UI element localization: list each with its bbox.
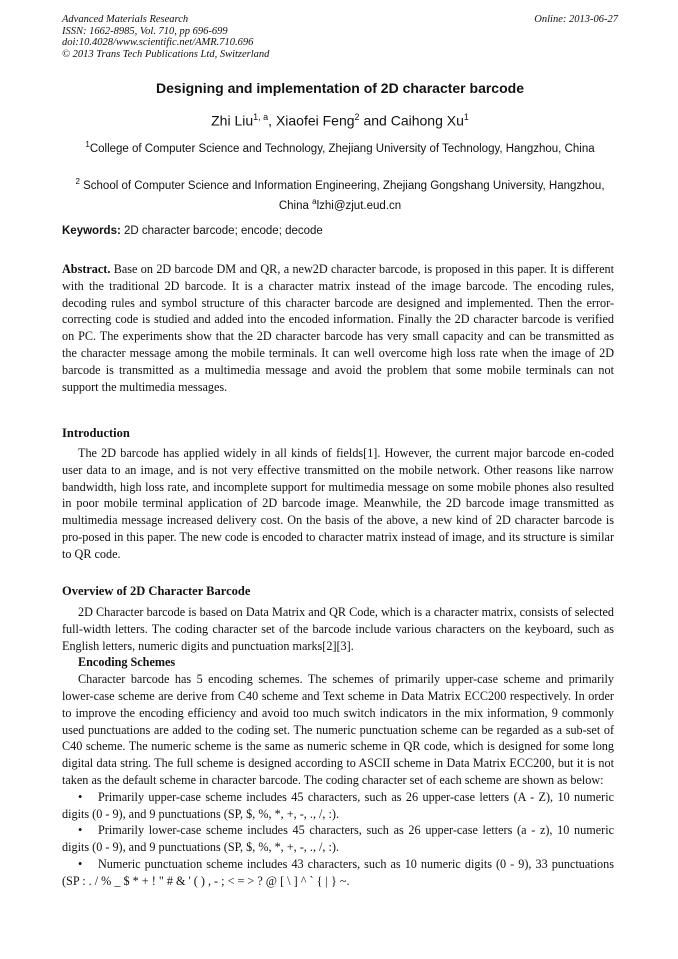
bullet-icon: •: [78, 856, 83, 871]
journal-header: [62, 14, 618, 60]
introduction-block: [62, 445, 614, 563]
author-name: Xiaofei Feng: [275, 112, 355, 129]
author-separator: ,: [268, 112, 276, 129]
overview-block: [62, 604, 614, 890]
list-item: [62, 789, 614, 823]
keywords-line: [62, 225, 618, 237]
journal-name: Advanced Materials Research: [62, 14, 189, 25]
keywords-label: Keywords:: [62, 225, 121, 237]
bullet-icon: •: [78, 823, 83, 838]
abstract-text: Base on 2D barcode DM and QR, a new2D character barcode, is proposed in this paper. It is different with the traditional 2D barcode. It is a character matrix instead of the image barcode. The encoding rules, decoding rules and symbol structure of this character barcode are designed and implemented. Then the error-correcting code is studied and added into the encoded information. Finally the 2D character barcode is verified on PC. The experiments show that the 2D character barcode has very small capacity and can be transmitted as the character message among the mobile terminals. It can well overcome high loss rate when the image of 2D barcode is transmitted as a multimedia message and avoid the problem that some mobile terminals can not support the multimedia messages.: [62, 262, 614, 394]
introduction-paragraph: The 2D barcode has applied widely in all kinds of fields[1]. However, the current major barcode en-coded user data to an image, and is not very effective transmitted on the mobile network. Other reasons like narrow bandwidth, high loss rate, and incomplete support for multimedia message on some mobile phones also resulted in poor mobile terminal application of 2D barcode image. Meanwhile, the 2D barcode image transmitted as multimedia message increased delivery cost. On the basis of the above, a new kind of 2D character barcode is pro-posed in this paper. The new code is encoded to character matrix instead of image, and its structure is similar to QR code.: [62, 446, 614, 561]
email-mark: a: [312, 196, 317, 206]
author-affiliation-mark: 1, a: [253, 112, 269, 122]
affiliation-1: [62, 137, 618, 157]
encoding-schemes-heading: Encoding Schemes: [78, 655, 176, 670]
list-item: [62, 822, 614, 856]
affiliation-text: School of Computer Science and Information Engineering, Zhejiang Gongshang University, Hangzhou, China: [79, 179, 605, 212]
bullet-icon: •: [78, 789, 83, 804]
affiliation-text: College of Computer Science and Technology, Zhejiang University of Technology, Hangzhou, China: [89, 142, 595, 155]
author-name: Zhi Liu: [211, 112, 254, 129]
issn-line: ISSN: 1662-8985, Vol. 710, pp 696-699: [62, 25, 228, 37]
doi-line: doi:10.4028/www.scientific.net/AMR.710.696: [62, 37, 254, 48]
author-name: Caihong Xu: [390, 112, 464, 129]
list-item-text: Primarily lower-case scheme includes 45 characters, such as 26 upper-case letters (a - z), 10 numeric digits (0 - 9), and 9 punctuations (SP, $, %, *, +, -, ., /, :).: [62, 823, 614, 855]
paper-title: Designing and implementation of 2D character barcode: [156, 80, 524, 96]
encoding-schemes-paragraph: Character barcode has 5 encoding schemes. The schemes of primarily upper-case scheme and primarily lower-case scheme are derive from C40 scheme and Text scheme in Data Matrix ECC200 respectively. In order to improve the encoding efficiency and avoid too much switch indicators in the mix information, 9 commonly used punctuations are added to the coding set. The numeric punctuation scheme can be regarded as a sub-set of C40 scheme. The numeric scheme is the same as numeric scheme in QR code, which is designed for some long digital data string. The full scheme is designed according to ASCII scheme in Data Matrix ECC200, but it is not taken as the default scheme in character barcode. The coding character set of each scheme are shown as below:: [62, 672, 614, 787]
overview-heading: Overview of 2D Character Barcode: [62, 584, 251, 598]
online-date: Online: 2013-06-27: [534, 14, 618, 25]
keywords-text: 2D character barcode; encode; decode: [120, 225, 323, 237]
list-item-text: Numeric punctuation scheme includes 43 characters, such as 10 numeric digits (0 - 9), 33 punctuations (SP : . / % _ $ * + ! " # & ' ( ) , - ; < = > ? @ [ \ ] ^ ` { | } ~.: [62, 856, 614, 888]
author-email: lzhi@zjut.eud.cn: [316, 199, 402, 212]
overview-paragraph: 2D Character barcode is based on Data Matrix and QR Code, which is a character matrix, consists of selected full-width letters. The coding character set of the barcode include various characters on the keyboard, such as English letters, numeric digits and punctuation marks[2][3].: [62, 605, 614, 653]
affiliation-mark: 1: [85, 140, 90, 149]
list-item: [62, 856, 614, 890]
affiliation-2: [62, 174, 618, 214]
abstract-block: [62, 261, 614, 395]
affiliation-mark: 2: [75, 177, 80, 186]
author-affiliation-mark: 2: [354, 112, 360, 122]
author-separator: and: [359, 112, 391, 129]
copyright-line: © 2013 Trans Tech Publications Ltd, Switzerland: [62, 48, 270, 60]
author-list: [62, 112, 618, 129]
introduction-heading: Introduction: [62, 426, 130, 440]
abstract-label: Abstract.: [62, 262, 111, 276]
author-affiliation-mark: 1: [463, 112, 469, 122]
list-item-text: Primarily upper-case scheme includes 45 characters, such as 26 upper-case letters (A - Z), 10 numeric digits (0 - 9), and 9 punctuations (SP, $, %, *, +, -, ., /, :).: [62, 789, 614, 821]
